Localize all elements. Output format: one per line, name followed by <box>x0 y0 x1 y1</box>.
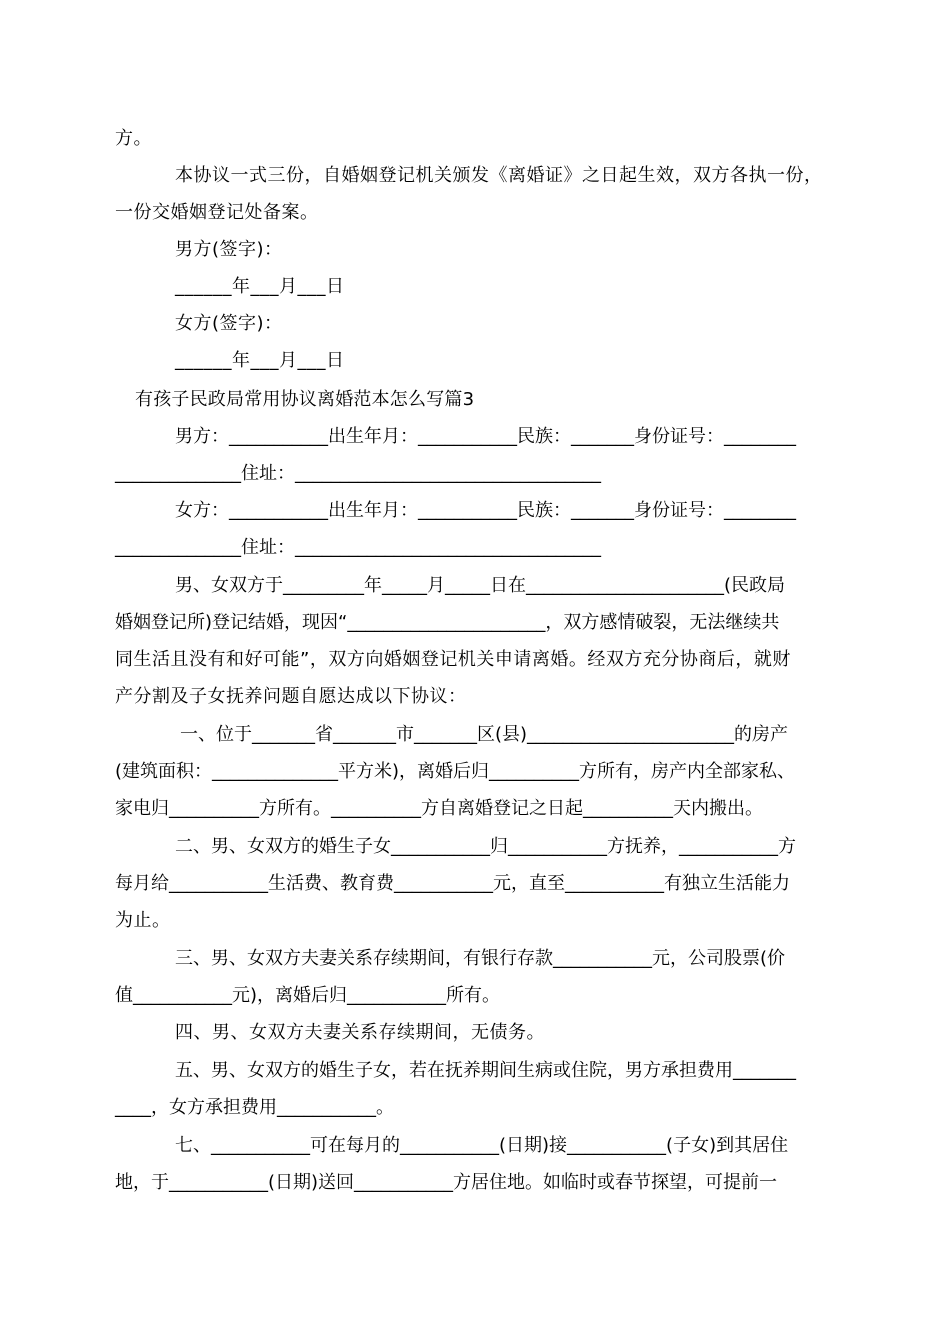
clause-7: 七、___________可在每月的___________(日期)接___________(子女)到其居住 <box>175 1135 789 1156</box>
signature-label-male: 男方(签字)： <box>175 239 283 260</box>
signature-label-female: 女方(签字)： <box>175 313 283 334</box>
clause-2: 二、男、女双方的婚生子女___________归___________方抚养，___________方 <box>175 836 796 857</box>
clause-1: 一、位于_______省_______市_______区(县)_______________________的房产 <box>180 724 789 745</box>
text-line: ____，女方承担费用___________。 <box>115 1097 394 1118</box>
clause-3: 三、男、女双方夫妻关系存续期间，有银行存款___________元，公司股票(价 <box>175 948 786 969</box>
text-line: 本协议一式三份，自婚姻登记机关颁发《离婚证》之日起生效，双方各执一份， <box>175 165 823 186</box>
text-line: 每月给___________生活费、教育费___________元，直至___________有独立生活能力 <box>115 873 790 894</box>
text-line: (建筑面积：______________平方米)，离婚后归__________方所有，房产内全部家私、 <box>115 761 796 782</box>
text-line: 男、女双方于_________年_____月_____日在______________________(民政局 <box>175 575 786 596</box>
text-line: 值___________元)，离婚后归___________所有。 <box>115 985 501 1006</box>
date-line: ______年___月___日 <box>175 276 345 297</box>
text-line: 一份交婚姻登记处备案。 <box>115 202 319 223</box>
date-line: ______年___月___日 <box>175 350 345 371</box>
text-line: 方。 <box>115 128 152 149</box>
text-line: 婚姻登记所)登记结婚，现因“______________________，双方感情破裂，无法继续共 <box>115 612 780 633</box>
text-line: 地，于___________(日期)送回___________方居住地。如临时或春节探望，可提前一 <box>115 1172 778 1193</box>
text-line: 为止。 <box>115 910 171 931</box>
text-line: ______________住址：__________________________________ <box>115 463 601 484</box>
text-line: 产分割及子女抚养问题自愿达成以下协议： <box>115 686 467 707</box>
text-line: 同生活且没有和好可能”，双方向婚姻登记机关申请离婚。经双方充分协商后，就财 <box>115 649 791 670</box>
text-line: 男方：___________出生年月：___________民族：_______身份证号：________ <box>175 426 796 447</box>
text-line: 家电归__________方所有。__________方自离婚登记之日起__________天内搬出。 <box>115 798 763 819</box>
text-line: 女方：___________出生年月：___________民族：_______身份证号：________ <box>175 500 796 521</box>
clause-5: 五、男、女双方的婚生子女，若在抚养期间生病或住院，男方承担费用_______ <box>175 1060 796 1081</box>
clause-4: 四、男、女双方夫妻关系存续期间，无债务。 <box>175 1022 545 1043</box>
text-line: ______________住址：__________________________________ <box>115 537 601 558</box>
section-heading: 有孩子民政局常用协议离婚范本怎么写篇3 <box>135 389 475 410</box>
